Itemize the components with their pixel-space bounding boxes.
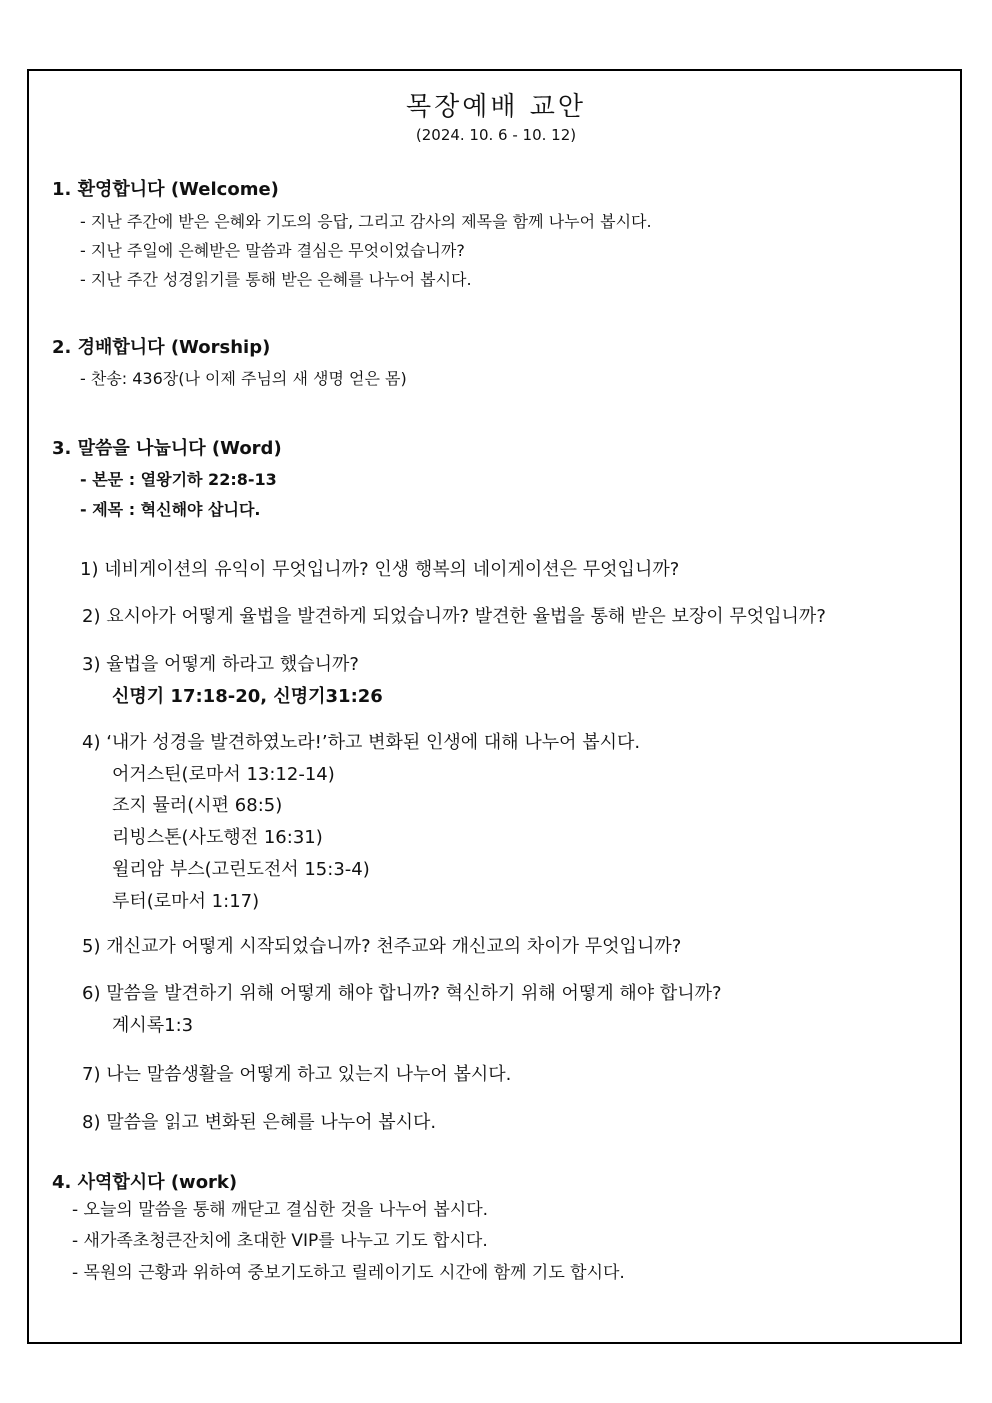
- date-range: (2024. 10. 6 - 10. 12): [415, 126, 577, 144]
- page-title: 목장예배 교안: [406, 92, 586, 122]
- work-item: - 새가족초청큰잔치에 초대한 VIP를 나누고 기도 합시다.: [72, 1231, 488, 1251]
- section-work-heading: 4. 사역합시다 (work): [52, 1172, 238, 1193]
- example-item: 윌리암 부스(고린도전서 15:3-4): [112, 859, 370, 880]
- section-worship-heading: 2. 경배합니다 (Worship): [52, 337, 271, 358]
- question-item: 2) 요시아가 어떻게 율법을 발견하게 되었습니까? 발견한 율법을 통해 받은 보장이 무엇입니까?: [82, 606, 826, 627]
- scripture-reference: 계시록1:3: [112, 1015, 194, 1036]
- example-item: 조지 뮬러(시편 68:5): [112, 795, 283, 816]
- hymn-item: - 찬송: 436장(나 이제 주님의 새 생명 얻은 몸): [80, 369, 407, 388]
- work-item: - 오늘의 말씀을 통해 깨닫고 결심한 것을 나누어 봅시다.: [72, 1200, 489, 1220]
- question-item: 6) 말씀을 발견하기 위해 어떻게 해야 합니까? 혁신하기 위해 어떻게 해야 합니까?: [82, 983, 722, 1004]
- scripture-text: - 본문 : 열왕기하 22:8-13: [80, 470, 277, 489]
- question-item: 8) 말씀을 읽고 변화된 은혜를 나누어 봅시다.: [82, 1112, 437, 1133]
- question-item: 4) ‘내가 성경을 발견하였노라!’하고 변화된 인생에 대해 나누어 봅시다.: [82, 732, 641, 753]
- question-item: 7) 나는 말씀생활을 어떻게 하고 있는지 나누어 봅시다.: [82, 1064, 512, 1085]
- question-item: 1) 네비게이션의 유익이 무엇입니까? 인생 행복의 네이게이션은 무엇입니까?: [80, 559, 680, 580]
- welcome-item: - 지난 주간에 받은 은혜와 기도의 응답, 그리고 감사의 제목을 함께 나누어 봅시다.: [80, 212, 652, 231]
- example-item: 리빙스톤(사도행전 16:31): [112, 827, 323, 848]
- welcome-item: - 지난 주일에 은혜받은 말씀과 결심은 무엇이었습니까?: [80, 241, 465, 260]
- example-item: 루터(로마서 1:17): [112, 891, 260, 912]
- question-item: 5) 개신교가 어떻게 시작되었습니까? 천주교와 개신교의 차이가 무엇입니까?: [82, 936, 682, 957]
- example-item: 어거스틴(로마서 13:12-14): [112, 764, 335, 785]
- scripture-reference: 신명기 17:18-20, 신명기31:26: [112, 686, 383, 707]
- question-item: 3) 율법을 어떻게 하라고 했습니까?: [82, 654, 359, 675]
- section-welcome-heading: 1. 환영합니다 (Welcome): [52, 179, 279, 200]
- work-item: - 목원의 근황과 위하여 중보기도하고 릴레이기도 시간에 함께 기도 합시다.: [72, 1263, 625, 1283]
- sermon-title: - 제목 : 혁신해야 삽니다.: [80, 500, 261, 519]
- section-word-heading: 3. 말씀을 나눕니다 (Word): [52, 438, 282, 459]
- welcome-item: - 지난 주간 성경읽기를 통해 받은 은혜를 나누어 봅시다.: [80, 270, 472, 289]
